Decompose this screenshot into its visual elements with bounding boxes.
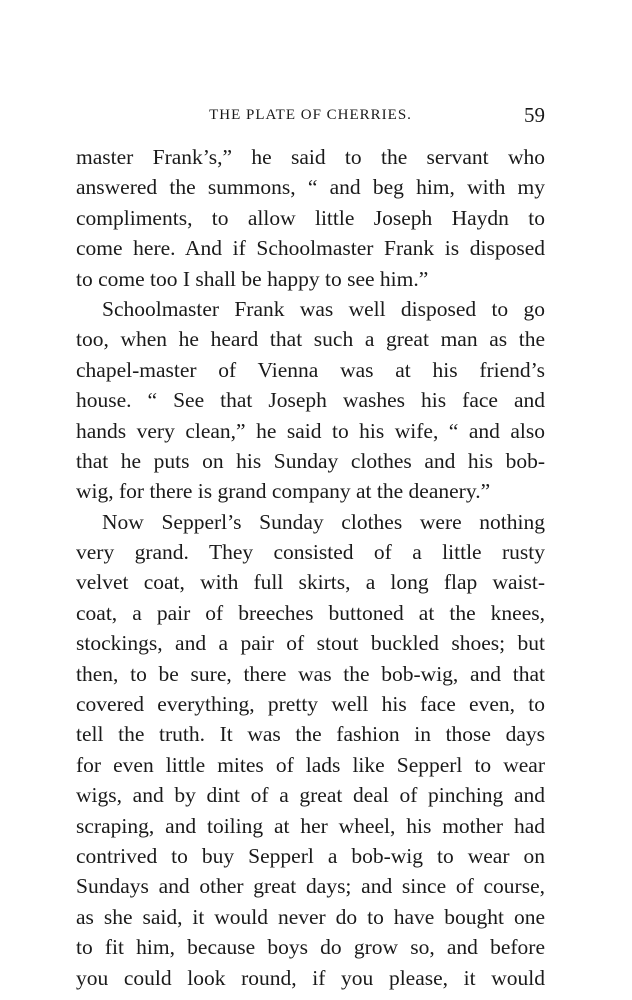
text-line: Sundays and other great days; and since of course,: [76, 874, 545, 899]
text-line: house. “ See that Joseph washes his face and: [76, 388, 545, 413]
text-line: covered everything, pretty well his face even, to: [76, 692, 545, 717]
text-line: coat, a pair of breeches buttoned at the knees,: [76, 600, 545, 625]
text-line: come here. And if Schoolmaster Frank is disposed: [76, 236, 545, 261]
text-line: too, when he heard that such a great man as the: [76, 327, 545, 352]
text-line: then, to be sure, there was the bob-wig, and that: [76, 661, 545, 686]
text-line: contrived to buy Sepperl a bob-wig to wear on: [76, 843, 545, 868]
text-line: Schoolmaster Frank was well disposed to go: [102, 296, 545, 321]
text-line: wigs, and by dint of a great deal of pinching and: [76, 783, 545, 808]
page-number: 59: [524, 103, 545, 127]
text-line: wig, for there is grand company at the deanery.”: [76, 479, 491, 504]
text-line: stockings, and a pair of stout buckled shoes; but: [76, 631, 545, 656]
text-line: you could look round, if you please, it would: [76, 965, 545, 990]
running-head: [76, 100, 545, 130]
text-line: compliments, to allow little Joseph Haydn to: [76, 205, 545, 230]
text-line: velvet coat, with full skirts, a long flap waist-: [76, 570, 545, 595]
text-line: tell the truth. It was the fashion in those days: [76, 722, 545, 747]
text-line: that he puts on his Sunday clothes and his bob-: [76, 448, 545, 473]
text-line: to fit him, because boys do grow so, and before: [76, 935, 545, 960]
text-line: very grand. They consisted of a little rusty: [76, 540, 545, 565]
running-title: THE PLATE OF CHERRIES.: [209, 107, 412, 123]
text-line: as she said, it would never do to have bought one: [76, 904, 545, 929]
text-line: to come too I shall be happy to see him.”: [76, 266, 429, 291]
text-line: chapel-master of Vienna was at his friend’s: [76, 357, 545, 382]
text-line: hands very clean,” he said to his wife, “ and also: [76, 418, 545, 443]
text-line: Now Sepperl’s Sunday clothes were nothing: [102, 509, 545, 534]
text-line: master Frank’s,” he said to the servant who: [76, 145, 545, 169]
text-line: for even little mites of lads like Sepperl to wear: [76, 752, 545, 777]
text-line: answered the summons, “ and beg him, with my: [76, 175, 545, 200]
body-text: [76, 142, 545, 993]
text-line: scraping, and toiling at her wheel, his mother had: [76, 813, 545, 838]
